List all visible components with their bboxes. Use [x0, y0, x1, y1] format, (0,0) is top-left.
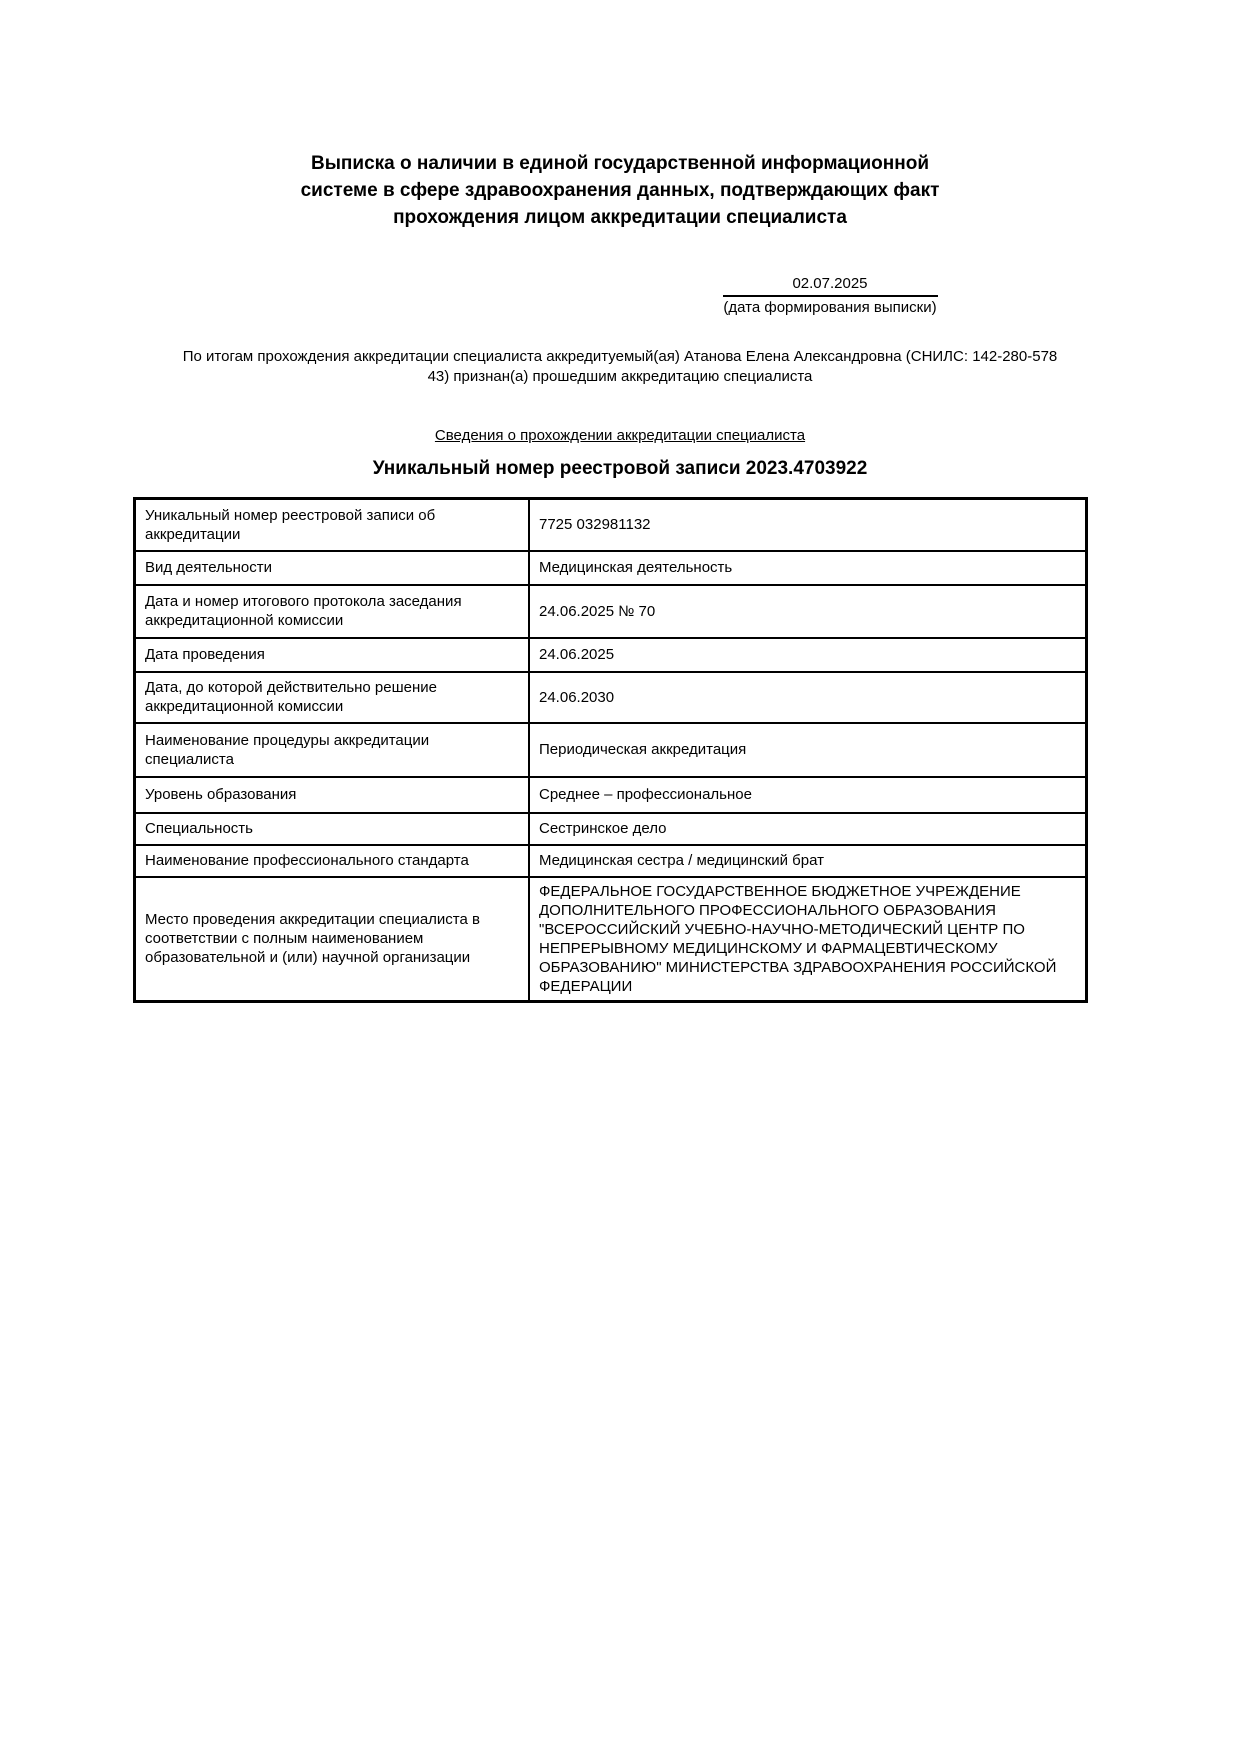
row-label-cell: Дата проведения [135, 638, 530, 672]
table-row [135, 845, 1087, 877]
row-value-cell: 7725 032981132 [529, 499, 1087, 551]
intro-line: По итогам прохождения аккредитации специалиста аккредитуемый(ая) Атанова Елена Александровна (СНИЛС: 142-280-578 [182, 348, 1058, 365]
table-row [135, 877, 1087, 1002]
accreditation-table [133, 497, 1088, 1003]
row-value-cell: 24.06.2030 [529, 672, 1087, 723]
extract-date-caption: (дата формирования выписки) [723, 299, 937, 316]
table-row [135, 672, 1087, 723]
row-label-cell: Дата и номер итогового протокола заседания аккредитационной комиссии [135, 585, 530, 638]
row-value-cell: Медицинская сестра / медицинский брат [529, 845, 1087, 877]
row-label-cell: Наименование процедуры аккредитации специалиста [135, 723, 530, 777]
row-value-cell: Сестринское дело [529, 813, 1087, 845]
row-value-cell: Медицинская деятельность [529, 551, 1087, 585]
extract-date: 02.07.2025 [723, 275, 938, 297]
row-label-cell: Дата, до которой действительно решение аккредитационной комиссии [135, 672, 530, 723]
row-label-cell: Вид деятельности [135, 551, 530, 585]
accreditation-table-body [135, 499, 1087, 1002]
table-row [135, 813, 1087, 845]
row-label-cell: Уникальный номер реестровой записи об аккредитации [135, 499, 530, 551]
page-title-line: Выписка о наличии в единой государственной информационной [310, 153, 930, 174]
intro-line: 43) признан(а) прошедшим аккредитацию специалиста [427, 368, 813, 385]
row-label-cell: Наименование профессионального стандарта [135, 845, 530, 877]
row-label-cell: Место проведения аккредитации специалиста в соответствии с полным наименованием образовательной и (или) научной организации [135, 877, 530, 1002]
page-title-line: системе в сфере здравоохранения данных, подтверждающих факт [300, 180, 940, 201]
section-heading: Сведения о прохождении аккредитации специалиста [434, 427, 806, 444]
table-row [135, 585, 1087, 638]
registry-number-heading: Уникальный номер реестровой записи 2023.4703922 [372, 458, 868, 479]
table-row [135, 499, 1087, 551]
extract-date-block [708, 275, 952, 317]
row-value-cell: Периодическая аккредитация [529, 723, 1087, 777]
intro-paragraph [0, 347, 1240, 387]
page-title-line: прохождения лицом аккредитации специалиста [393, 207, 847, 228]
row-value-cell: Среднее – профессиональное [529, 777, 1087, 813]
row-value-cell: 24.06.2025 № 70 [529, 585, 1087, 638]
table-row [135, 777, 1087, 813]
row-label-cell: Уровень образования [135, 777, 530, 813]
table-row [135, 723, 1087, 777]
table-row [135, 638, 1087, 672]
row-label-cell: Специальность [135, 813, 530, 845]
table-row [135, 551, 1087, 585]
row-value-cell: 24.06.2025 [529, 638, 1087, 672]
row-value-cell: ФЕДЕРАЛЬНОЕ ГОСУДАРСТВЕННОЕ БЮДЖЕТНОЕ УЧРЕЖДЕНИЕ ДОПОЛНИТЕЛЬНОГО ПРОФЕССИОНАЛЬНОГО ОБРАЗОВАНИЯ "ВСЕРОССИЙСКИЙ УЧЕБНО-НАУЧНО-МЕТОДИЧЕСКИЙ ЦЕНТР ПО НЕПРЕРЫВНОМУ МЕДИЦИНСКОМУ И ФАРМАЦЕВТИЧЕСКОМУ ОБРАЗОВАНИЮ" МИНИСТЕРСТВА ЗДРАВООХРАНЕНИЯ РОССИЙСКОЙ ФЕДЕРАЦИИ [529, 877, 1087, 1002]
page-title [0, 150, 1240, 231]
